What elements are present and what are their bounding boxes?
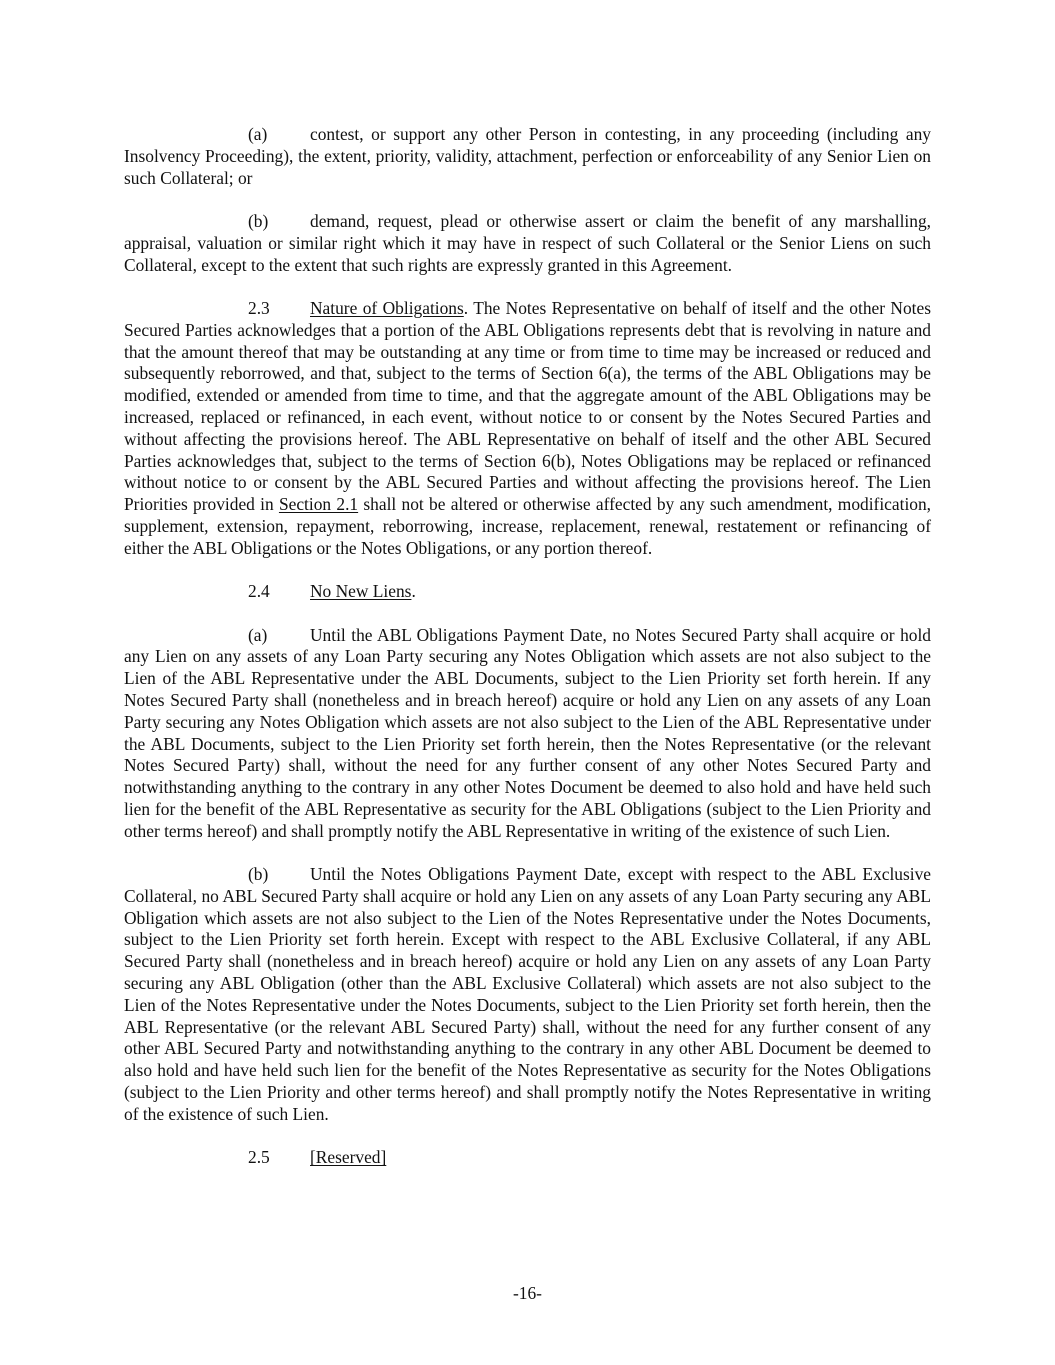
paragraph-2-2-b	[124, 211, 931, 276]
section-title: No New Liens	[310, 581, 412, 602]
section-title-punct: .	[463, 297, 469, 318]
section-title: Nature of Obligations	[310, 297, 464, 318]
paragraph-2-2-a	[124, 124, 931, 189]
paragraph-label: (a)	[248, 124, 268, 144]
section-title: [Reserved]	[310, 1147, 387, 1168]
section-number: 2.3	[248, 297, 270, 318]
section-text-part2: shall not be altered or otherwise affected by any such amendment, modification, supplement, extension, repayment, reborrowing, increase, replacement, renewal, restatement or refinancing of either the ABL Obligations or the Notes Obligations, or any portion thereof.	[124, 494, 932, 558]
paragraph-label: (b)	[248, 210, 269, 231]
section-number: 2.4	[248, 581, 270, 602]
section-2-4-heading	[124, 581, 931, 603]
paragraph-label: (b)	[248, 864, 269, 885]
section-number: 2.5	[248, 1147, 270, 1168]
paragraph-label: (a)	[248, 624, 268, 645]
paragraph-2-4-b	[124, 864, 931, 1126]
section-2-3	[124, 298, 931, 560]
section-2-5-heading	[124, 1147, 931, 1169]
section-2-1-reference: Section 2.1	[278, 494, 359, 515]
paragraph-text: Until the ABL Obligations Payment Date, no Notes Secured Party shall acquire or hold any Lien on any assets of any Loan Party securing any Notes Obligation which assets are not also subject to the Lien of the ABL Representative under the ABL Documents, subject to the Lien Priority set forth herein. If any Notes Secured Party shall (nonetheless and in breach hereof) acquire or hold any Lien on any assets of any Loan Party securing any Notes Obligation which assets are not also subject to the Lien of the ABL Representative under the ABL Documents, subject to the Lien Priority set forth herein, then the Notes Representative (or the relevant Notes Secured Party) shall, without the need for any further consent of any other Notes Secured Party and notwithstanding anything to the contrary in any other Notes Document be deemed to also hold and have held such lien for the benefit of the ABL Representative as security for the ABL Obligations (subject to the Lien Priority and other terms hereof) and shall promptly notify the ABL Representative in writing of the existence of such Lien.	[124, 624, 931, 841]
paragraph-text: Until the Notes Obligations Payment Date, except with respect to the ABL Exclusive Collateral, no ABL Secured Party shall acquire or hold any Lien on any assets of any Loan Party securing any ABL Obligation which assets are not also subject to the Lien of the Notes Representative under the Notes Documents, subject to the Lien Priority set forth herein. Except with respect to the ABL Exclusive Collateral, if any ABL Secured Party shall (nonetheless and in breach hereof) acquire or hold any Lien on any assets of any Loan Party securing any ABL Obligation (other than the ABL Exclusive Collateral) which assets are not also subject to the Lien of the Notes Representative under the Notes Documents, subject to the Lien Priority set forth herein, then the ABL Representative (or the relevant ABL Secured Party) shall, without the need for any further consent of any other ABL Secured Party and notwithstanding anything to the contrary in any other ABL Document be deemed to also hold and have held such lien for the benefit of the Notes Representative as security for the Notes Obligations (subject to the Lien Priority and other terms hereof) and shall promptly notify the Notes Representative in writing of the existence of such Lien.	[124, 864, 931, 1124]
paragraph-text: contest, or support any other Person in contesting, in any proceeding (including any Insolvency Proceeding), the extent, priority, validity, attachment, perfection or enforceability of any Senior Lien on such Collateral; or	[124, 124, 931, 188]
page-number: -16-	[513, 1283, 542, 1303]
paragraph-2-4-a	[124, 625, 931, 843]
paragraph-text: demand, request, plead or otherwise assert or claim the benefit of any marshalling, appraisal, valuation or similar right which it may have in respect of such Collateral or the Senior Liens on such Collateral, except to the extent that such rights are expressly granted in this Agreement.	[124, 210, 931, 275]
document-page	[124, 124, 931, 1191]
section-text-part1: The Notes Representative on behalf of itself and the other Notes Secured Parties acknowledges that a portion of the ABL Obligations represents debt that is revolving in nature and that the amount thereof that may be outstanding at any time or from time to time may be increased or reduced and subsequently reborrowed, and that, subject to the terms of Section 6(a), the terms of the ABL Obligations may be modified, extended or amended from time to time, and that the aggregate amount of the ABL Obligations may be increased, replaced or refinanced, in each event, without notice to or consent by the Notes Secured Parties and without affecting the provisions hereof. The ABL Representative on behalf of itself and the other ABL Secured Parties acknowledges that, subject to the terms of Section 6(b), Notes Obligations may be replaced or refinanced without notice to or consent by the ABL Secured Parties and without affecting the provisions hereof. The Lien Priorities provided in	[124, 297, 932, 515]
section-title-punct: .	[411, 581, 416, 602]
